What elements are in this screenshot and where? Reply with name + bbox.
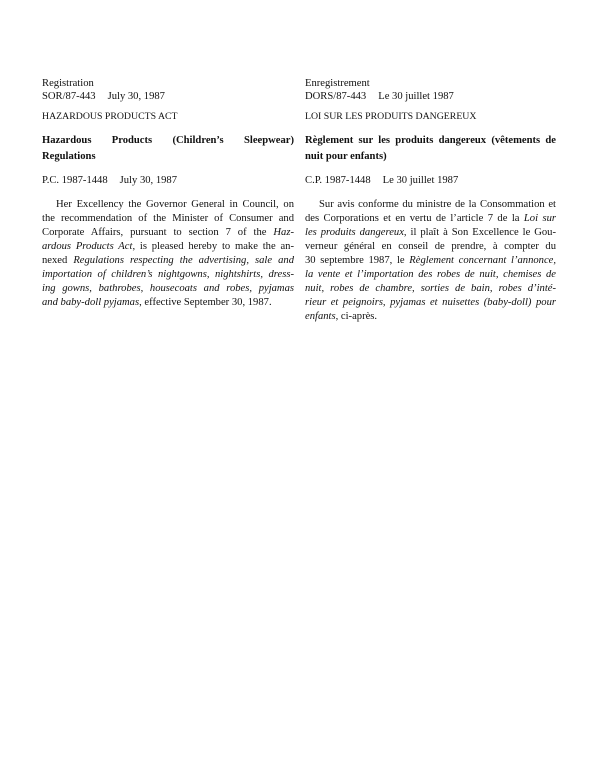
order-date: Le 30 juillet 1987 bbox=[382, 175, 459, 186]
registration-line bbox=[42, 90, 294, 103]
paragraph-line bbox=[305, 240, 556, 254]
italic-text: les produits dangereux bbox=[305, 227, 404, 238]
text-segment: des Corporations et en vertu de l’article 7 de la bbox=[305, 213, 524, 224]
title-line: Regulations bbox=[42, 150, 96, 162]
regulation-title bbox=[42, 133, 294, 164]
french-column bbox=[305, 77, 556, 324]
paragraph-line bbox=[305, 296, 556, 310]
text-segment: , is pleased hereby to make the an- bbox=[132, 241, 294, 252]
order-line bbox=[305, 174, 556, 187]
text-segment: verneur général en conseil de prendre, à compter du bbox=[305, 241, 556, 252]
paragraph-line bbox=[305, 212, 556, 226]
italic-text: la vente et l’importation des robes de nuit, chemises de bbox=[305, 269, 556, 280]
paragraph-line bbox=[42, 198, 294, 212]
paragraph-line bbox=[42, 268, 294, 282]
order-line bbox=[42, 174, 294, 187]
registration-number: DORS/87-443 bbox=[305, 91, 367, 102]
paragraph-line bbox=[305, 268, 556, 282]
paragraph-line bbox=[305, 254, 556, 268]
order-number: P.C. 1987-1448 bbox=[42, 175, 108, 186]
italic-text: Règlement concernant l’annonce, bbox=[409, 255, 557, 266]
italic-text: ardous Products Act bbox=[42, 241, 133, 252]
recital-paragraph bbox=[305, 198, 556, 324]
registration-label: Registration bbox=[42, 78, 94, 89]
italic-text: nuit, robes de chambre, sorties de bain, robes d’inté- bbox=[305, 283, 556, 294]
title-line: Hazardous Products (Children’s Sleepwear) bbox=[42, 135, 294, 146]
registration-number: SOR/87-443 bbox=[42, 91, 96, 102]
paragraph-line bbox=[42, 254, 294, 268]
act-name: LOI SUR LES PRODUITS DANGEREUX bbox=[305, 111, 477, 122]
paragraph-line bbox=[42, 296, 294, 310]
english-column bbox=[42, 77, 294, 310]
italic-text: and baby-doll pyjamas bbox=[42, 297, 140, 308]
registration-date: Le 30 juillet 1987 bbox=[378, 91, 454, 102]
paragraph-line bbox=[42, 226, 294, 240]
registration-line bbox=[305, 90, 556, 103]
registration-label: Enregistrement bbox=[305, 78, 370, 89]
text-segment: nexed bbox=[42, 255, 74, 266]
italic-text: enfants bbox=[305, 311, 336, 322]
order-date: July 30, 1987 bbox=[119, 175, 178, 186]
italic-text: rieur et peignoirs, pyjamas et nuisettes (baby-doll) pour bbox=[305, 297, 556, 308]
recital-paragraph bbox=[42, 198, 294, 310]
act-name: HAZARDOUS PRODUCTS ACT bbox=[42, 111, 178, 122]
text-segment: 30 septembre 1987, le bbox=[305, 255, 410, 266]
paragraph-line bbox=[42, 240, 294, 254]
title-line: Règlement sur les produits dangereux (vêtements de bbox=[305, 135, 556, 146]
title-line: nuit pour enfants) bbox=[305, 150, 387, 162]
paragraph-line bbox=[42, 212, 294, 226]
registration-date: July 30, 1987 bbox=[107, 91, 165, 102]
italic-text: Regulations respecting the advertising, sale and bbox=[73, 255, 294, 266]
italic-text: Haz- bbox=[273, 227, 294, 238]
paragraph-line bbox=[305, 282, 556, 296]
order-number: C.P. 1987-1448 bbox=[305, 175, 371, 186]
italic-text: importation of children’s nightgowns, nightshirts, dress- bbox=[42, 269, 294, 280]
text-segment: , effective September 30, 1987. bbox=[139, 297, 272, 308]
text-segment: the recommendation of the Minister of Consumer and bbox=[42, 213, 294, 224]
italic-text: ing gowns, bathrobes, housecoats and robes, pyjamas bbox=[42, 283, 294, 294]
paragraph-line bbox=[305, 226, 556, 240]
italic-text: Loi sur bbox=[523, 213, 556, 224]
paragraph-line bbox=[305, 198, 556, 212]
text-segment: Corporate Affairs, pursuant to section 7 of the bbox=[42, 227, 274, 238]
text-segment: Her Excellency the Governor General in Council, on bbox=[56, 199, 294, 210]
regulation-title bbox=[305, 133, 556, 164]
text-segment: , ci-après. bbox=[335, 311, 378, 322]
text-segment: Sur avis conforme du ministre de la Consommation et bbox=[319, 199, 556, 210]
text-segment: , il plaît à Son Excellence le Gou- bbox=[403, 227, 556, 238]
paragraph-line bbox=[305, 310, 556, 324]
paragraph-line bbox=[42, 282, 294, 296]
